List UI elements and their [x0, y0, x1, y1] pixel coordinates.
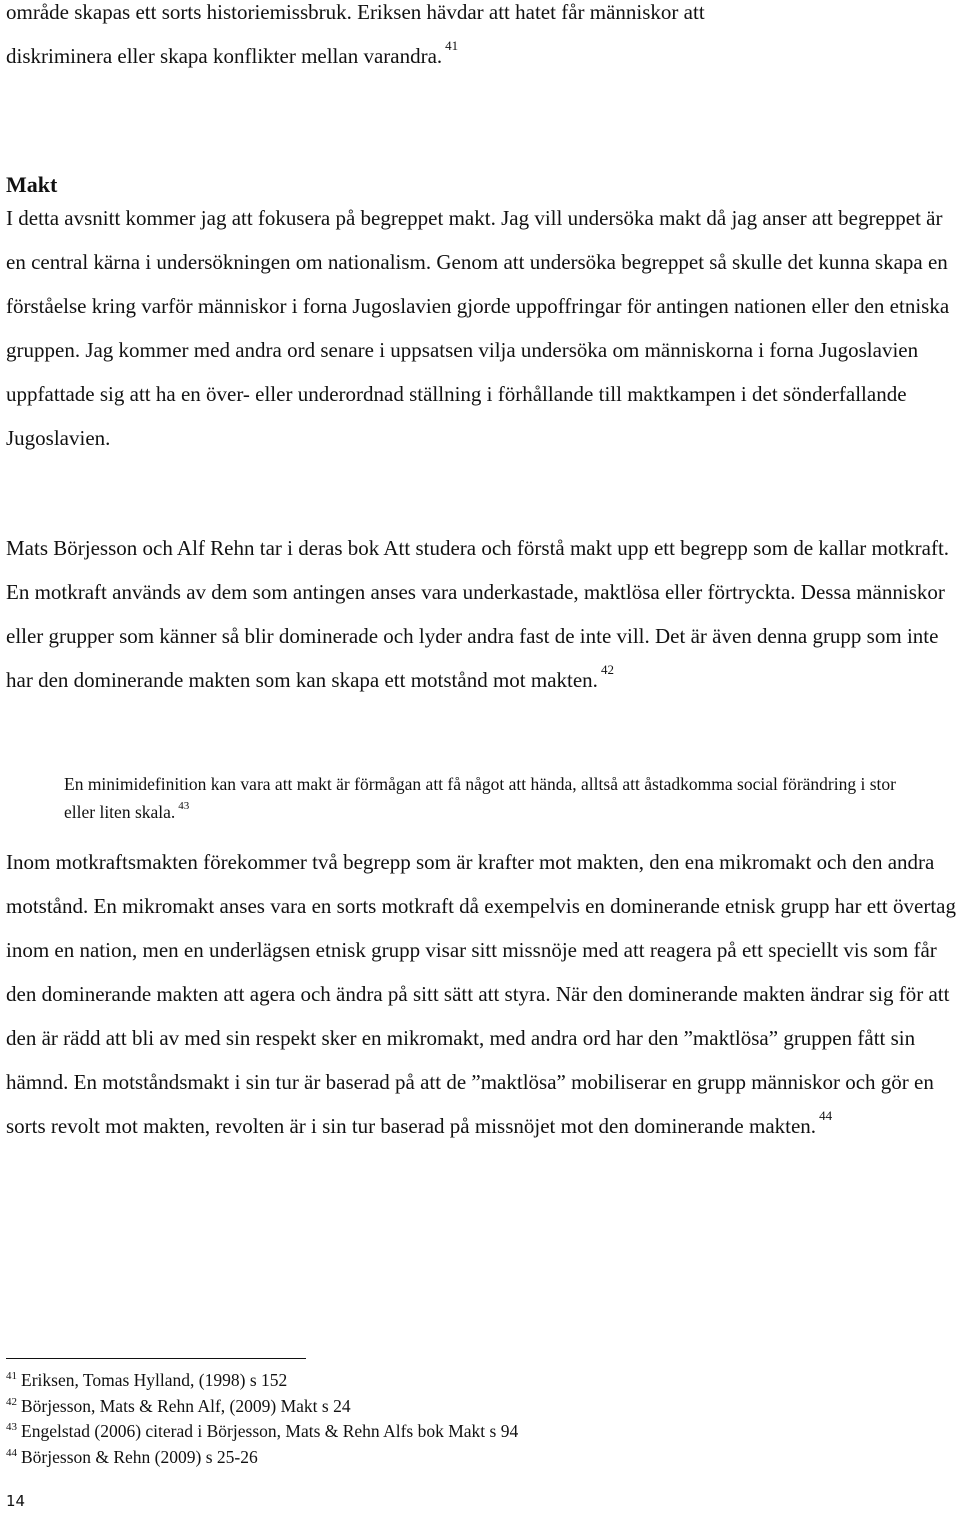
continued-line-1: område skapas ett sorts historiemissbruk. Eriksen hävdar att hatet får människor att — [6, 0, 705, 24]
footnote-ref-42[interactable]: 42 — [600, 662, 614, 677]
footnote-number: 42 — [6, 1395, 17, 1408]
footnote-item — [6, 1394, 958, 1420]
paragraph-2 — [6, 526, 958, 702]
footnote-text: Engelstad (2006) citerad i Börjesson, Mats & Rehn Alfs bok Makt s 94 — [21, 1421, 519, 1441]
footnote-separator — [6, 1358, 306, 1359]
block-quote-text: En minimidefinition kan vara att makt är förmågan att få något att hända, alltså att åstadkomma social förändring i stor eller liten skala. — [64, 774, 896, 822]
footnote-list — [6, 1368, 958, 1470]
footnote-item — [6, 1419, 958, 1445]
page-number: 14 — [6, 1492, 26, 1510]
paragraph-2-text: Mats Börjesson och Alf Rehn tar i deras bok Att studera och förstå makt upp ett begrepp som de kallar motkraft. En motkraft används av dem som antingen anses vara underkastade, maktlösa eller förtryckta. Dessa människor eller grupper som känner så blir dominerade och lyder andra fast de inte vill. Det är även denna grupp som inte har den dominerande makten som kan skapa ett motstånd mot makten. — [6, 536, 950, 692]
footnote-text: Börjesson, Mats & Rehn Alf, (2009) Makt s 24 — [21, 1395, 351, 1416]
section-heading: Makt — [6, 172, 58, 197]
footnote-number: 41 — [6, 1370, 17, 1382]
footnote-text: Börjesson & Rehn (2009) s 25-26 — [21, 1446, 258, 1467]
paragraph-3-text: Inom motkraftsmakten förekommer två begrepp som är krafter mot makten, den ena mikromakt och den andra motstånd. En mikromakt anses vara en sorts motkraft då exempelvis en dominerande etnisk grupp har ett övertag inom en nation, men en underlägsen etnisk grupp visar sitt missnöje med att reagera på ett speciellt vis som får den dominerande makten att agera och ändra på sitt sätt att styra. När den dominerande makten ändrar sig för att den är rädd att bli av med sin respekt sker en mikromakt, med andra ord har den ”maktlösa” gruppen fått sin hämnd. En motståndsmakt i sin tur är baserad på att de ”maktlösa” mobiliserar en grupp människor och gör en sorts revolt mot makten, revolten är i sin tur baserad på missnöjet mot den dominerande makten. — [6, 850, 956, 1138]
paragraph-1: I detta avsnitt kommer jag att fokusera på begreppet makt. Jag vill undersöka makt då jag anser att begreppet är en central kärna i undersökningen om nationalism. Genom att undersöka begreppet så skulle det kunna skapa en förståelse kring varför människor i forna Jugoslavien gjorde uppoffringar för antingen nationen eller den etniska gruppen. Jag kommer med andra ord senare i uppsatsen vilja undersöka om människorna i forna Jugoslavien uppfattade sig att ha en över- eller underordnad ställning i förhållande till maktkampen i det sönderfallande Jugoslavien. — [6, 206, 950, 450]
block-quote — [64, 770, 904, 826]
footnote-number: 43 — [6, 1421, 17, 1433]
footnote-item — [6, 1368, 958, 1394]
continued-paragraph — [6, 0, 958, 78]
paragraph-3 — [6, 840, 958, 1148]
continued-line-2: diskriminera eller skapa konflikter mellan varandra. — [6, 44, 443, 68]
footnote-ref-44[interactable]: 44 — [819, 1108, 833, 1123]
footnote-ref-43[interactable]: 43 — [178, 800, 190, 812]
footnote-item — [6, 1445, 958, 1471]
footnote-number: 44 — [6, 1446, 17, 1459]
footnote-ref-41[interactable]: 41 — [445, 38, 459, 53]
footnote-text: Eriksen, Tomas Hylland, (1998) s 152 — [21, 1370, 288, 1390]
